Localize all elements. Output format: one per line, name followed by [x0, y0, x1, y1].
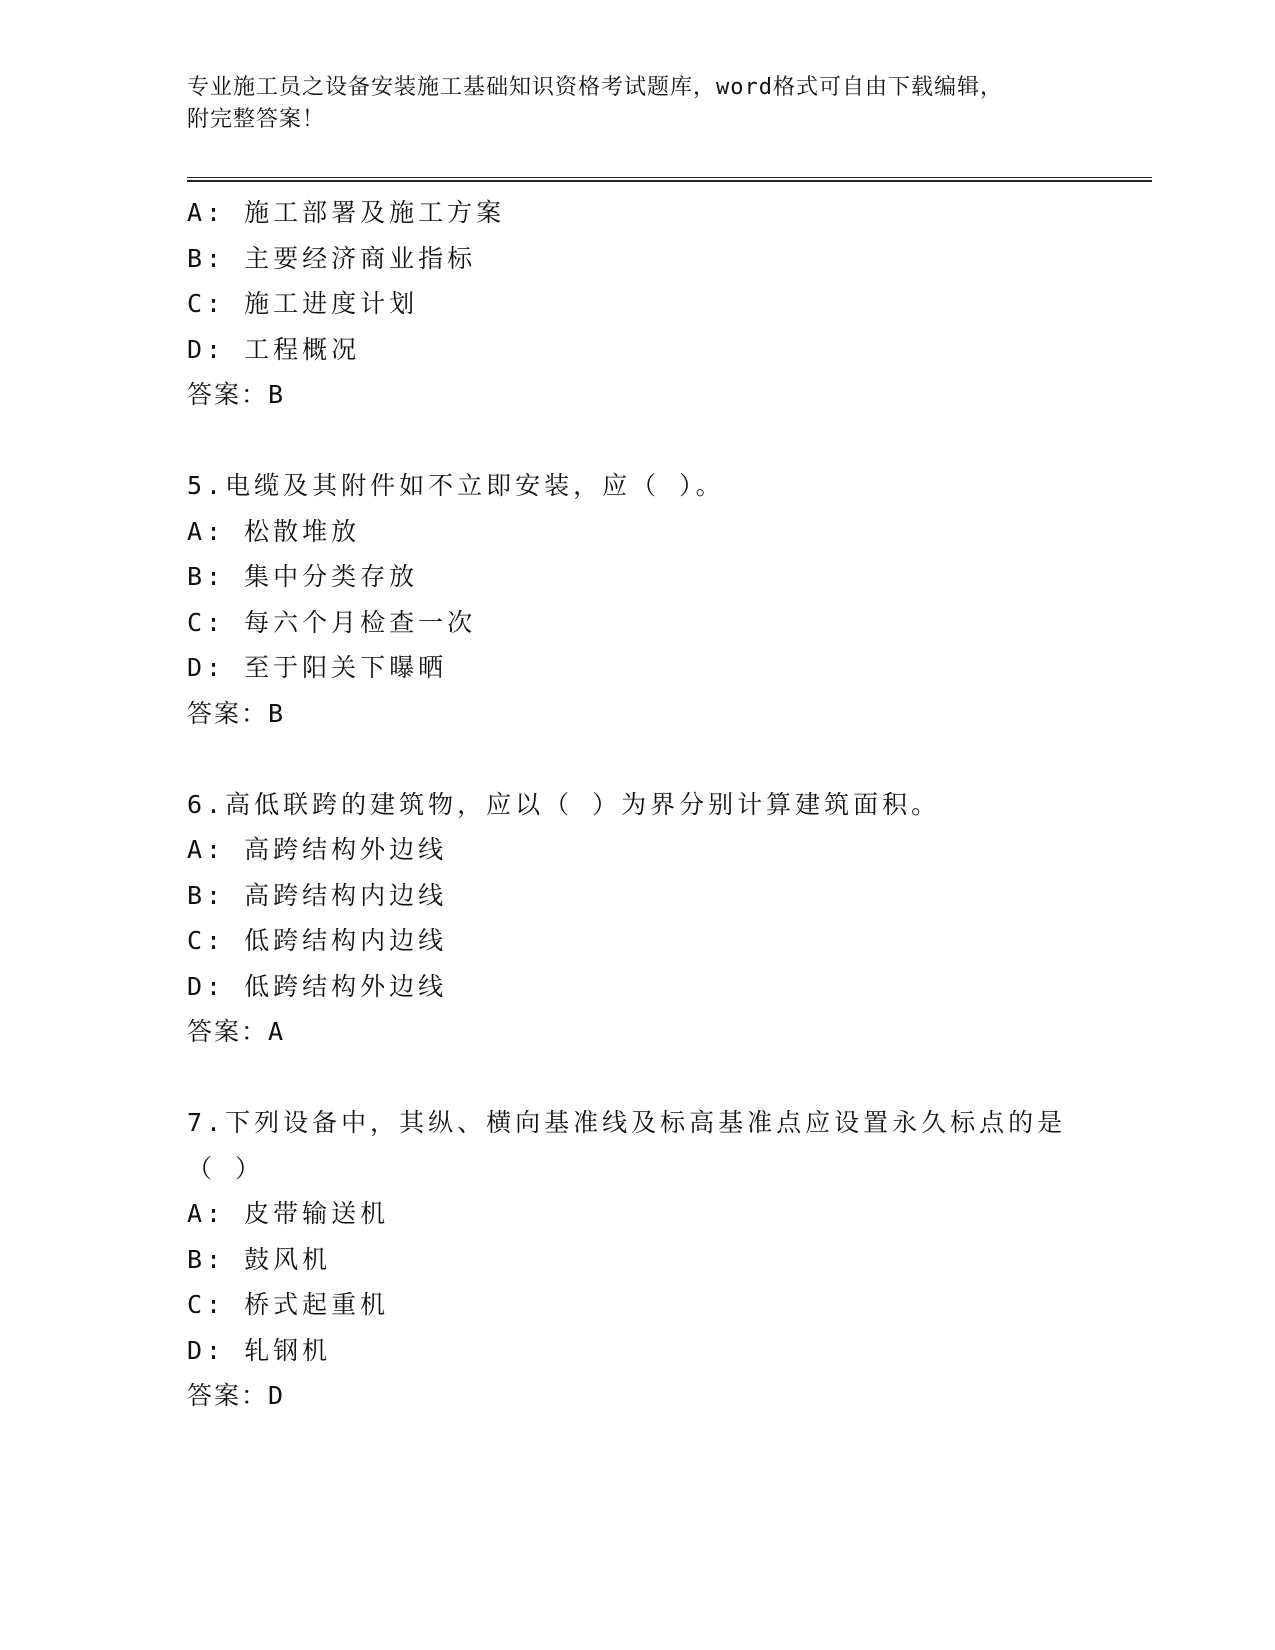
- question-4: [187, 190, 1147, 418]
- question-text: 6.高低联跨的建筑物，应以（ ）为界分别计算建筑面积。: [187, 789, 941, 819]
- option-c: C: 每六个月检查一次: [187, 607, 477, 637]
- option-d: D: 至于阳关下曝晒: [187, 653, 448, 682]
- question-6: [187, 782, 1147, 1055]
- option-b: B: 主要经济商业指标: [187, 243, 477, 273]
- option-c: C: 施工进度计划: [187, 289, 419, 318]
- spacer: [187, 418, 1147, 464]
- question-list: [187, 190, 1147, 1419]
- answer: 答案：A: [187, 1017, 286, 1046]
- option-a: A: 施工部署及施工方案: [187, 198, 506, 227]
- header-line-1: 专业施工员之设备安装施工基础知识资格考试题库，word格式可自由下载编辑，: [187, 75, 1003, 100]
- question-7: [187, 1100, 1147, 1419]
- header-line-2: 附完整答案！: [187, 107, 326, 132]
- option-b: B: 集中分类存放: [187, 562, 419, 591]
- option-d: D: 低跨结构外边线: [187, 971, 448, 1001]
- option-c: C: 桥式起重机: [187, 1290, 390, 1319]
- answer: 答案：B: [187, 380, 286, 409]
- question-text-continued: （ ）: [187, 1153, 265, 1183]
- option-c: C: 低跨结构内边线: [187, 926, 448, 955]
- spacer: [187, 736, 1147, 782]
- answer: 答案：B: [187, 698, 286, 728]
- option-a: A: 皮带输送机: [187, 1199, 390, 1228]
- header-divider: [187, 177, 1152, 182]
- spacer: [187, 1055, 1147, 1101]
- page-header: [187, 72, 1087, 136]
- answer: 答案：D: [187, 1381, 286, 1410]
- question-text: 5.电缆及其附件如不立即安装，应（ ）。: [187, 471, 725, 500]
- option-b: B: 鼓风机: [187, 1244, 332, 1274]
- option-b: B: 高跨结构内边线: [187, 880, 448, 910]
- option-d: D: 轧钢机: [187, 1335, 332, 1365]
- question-5: [187, 463, 1147, 736]
- option-d: D: 工程概况: [187, 334, 361, 364]
- option-a: A: 高跨结构外边线: [187, 835, 448, 864]
- question-text: 7.下列设备中，其纵、横向基准线及标高基准点应设置永久标点的是: [187, 1108, 1067, 1137]
- option-a: A: 松散堆放: [187, 516, 361, 546]
